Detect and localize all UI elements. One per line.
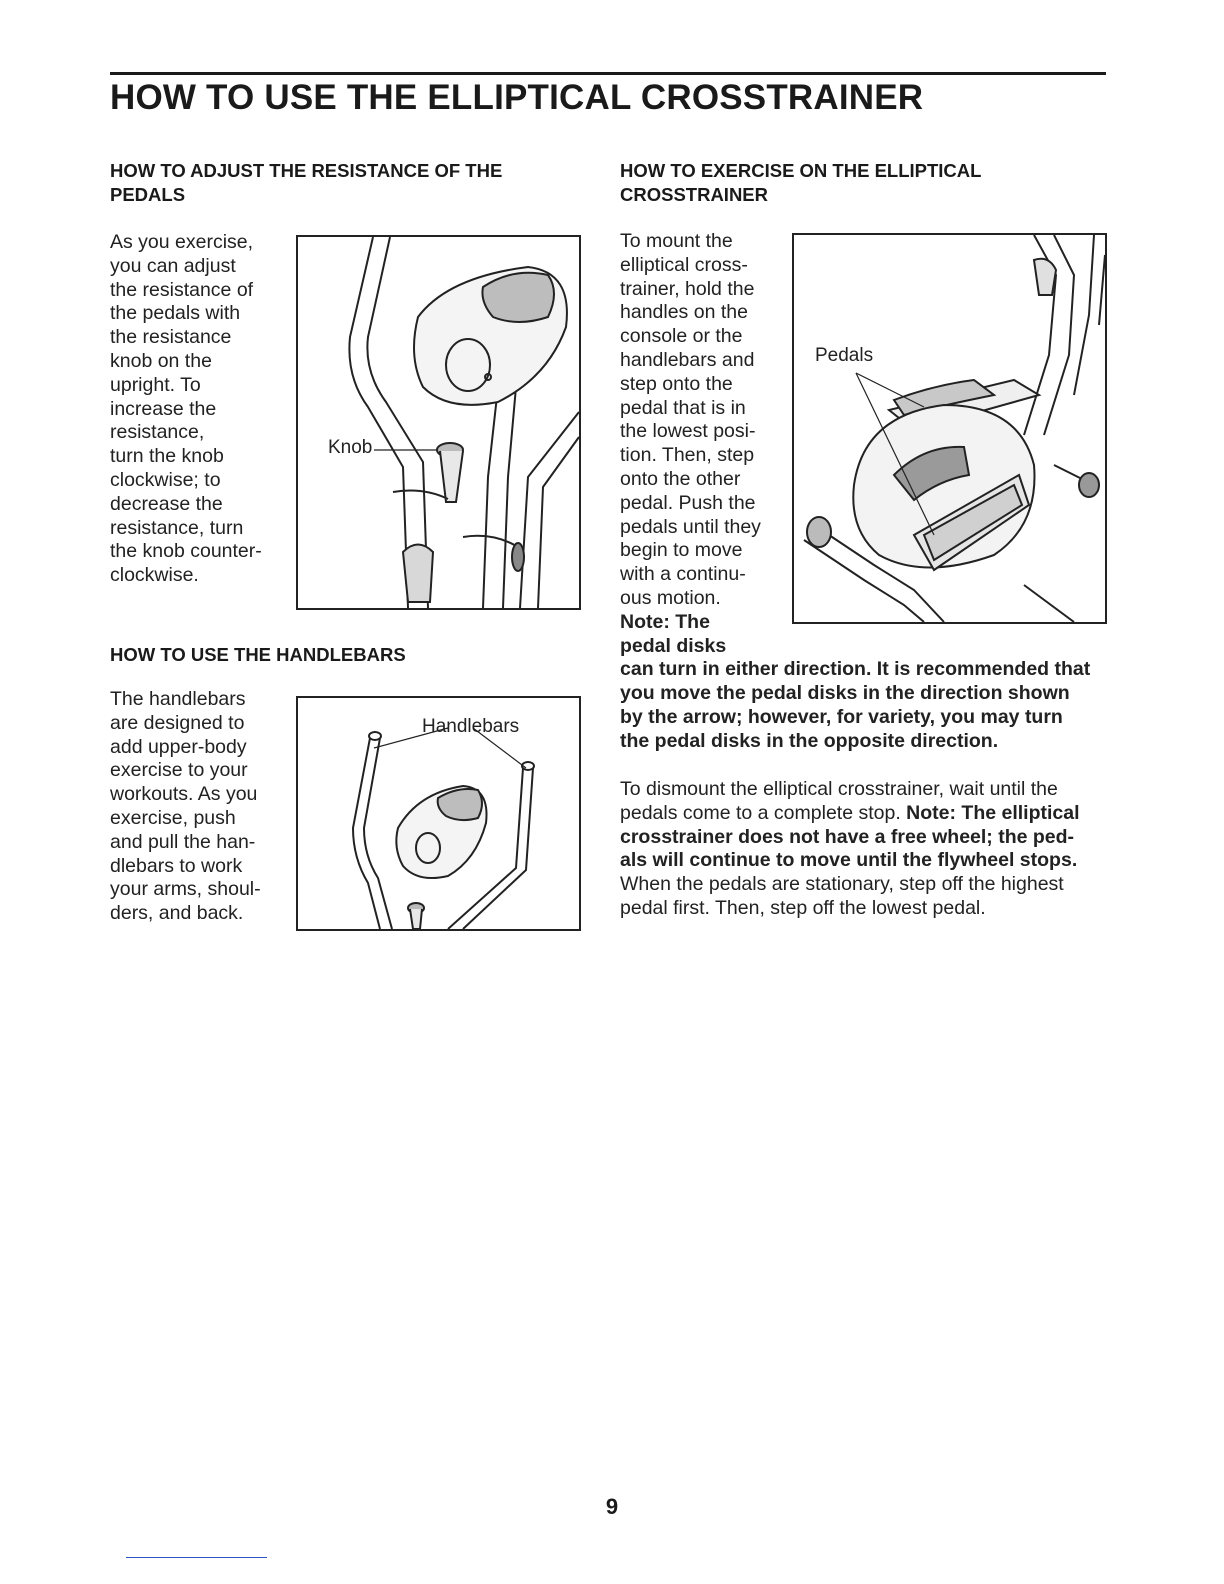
- knob-callout-line: [298, 237, 579, 608]
- page-title: HOW TO USE THE ELLIPTICAL CROSSTRAINER: [110, 78, 924, 117]
- footer-line: [126, 1557, 267, 1558]
- exercise-body: To mount the elliptical cross- trainer, hold the handles on the console or the handlebars and step onto the pedal that is in the lowest posi- tion. Then, step onto the other pedal. Push the pedals until they begin to move with a continu- ous motion. Note: The pedal disks can turn in either direction. It is recommended that you move the pedal disks in the direction shown by the arrow; however, for variety, you may turn the pedal disks in the opposite direction.: [620, 230, 1091, 752]
- handlebars-figure: [296, 696, 581, 931]
- adjust-body: As you exercise, you can adjust the resistance of the pedals with the resistance knob on the upright. To increase the resistance, turn the knob clockwise; to decrease the resistance, turn the knob counter- clockwise.: [110, 231, 262, 587]
- handlebars-callout: Handlebars: [422, 716, 520, 737]
- exercise-heading: HOW TO EXERCISE ON THE ELLIPTICAL CROSSTRAINER: [620, 160, 982, 205]
- handlebars-heading: HOW TO USE THE HANDLEBARS: [110, 644, 406, 665]
- knob-figure: [296, 235, 581, 610]
- pedals-illustration: [794, 235, 1105, 622]
- knob-callout: Knob: [328, 437, 373, 458]
- page-number: 9: [605, 1494, 619, 1519]
- handlebars-body: The handlebars are designed to add upper-body exercise to your workouts. As you exercise, push and pull the han- dlebars to work your arms, shoul- ders, and back.: [110, 688, 261, 925]
- dismount-body: To dismount the elliptical crosstrainer, wait until the pedals come to a complete stop. Note: The elliptical crosstrainer does not have a free wheel; the ped- als will continue to move until the flywheel stops. When the pedals are stationary, step off the highest pedal first. Then, step off the lowest pedal.: [620, 778, 1080, 919]
- adjust-heading: HOW TO ADJUST THE RESISTANCE OF THE PEDALS: [110, 160, 503, 205]
- pedals-figure: [792, 233, 1107, 624]
- title-rule: [110, 72, 1106, 75]
- pedals-callout: Pedals: [815, 345, 874, 366]
